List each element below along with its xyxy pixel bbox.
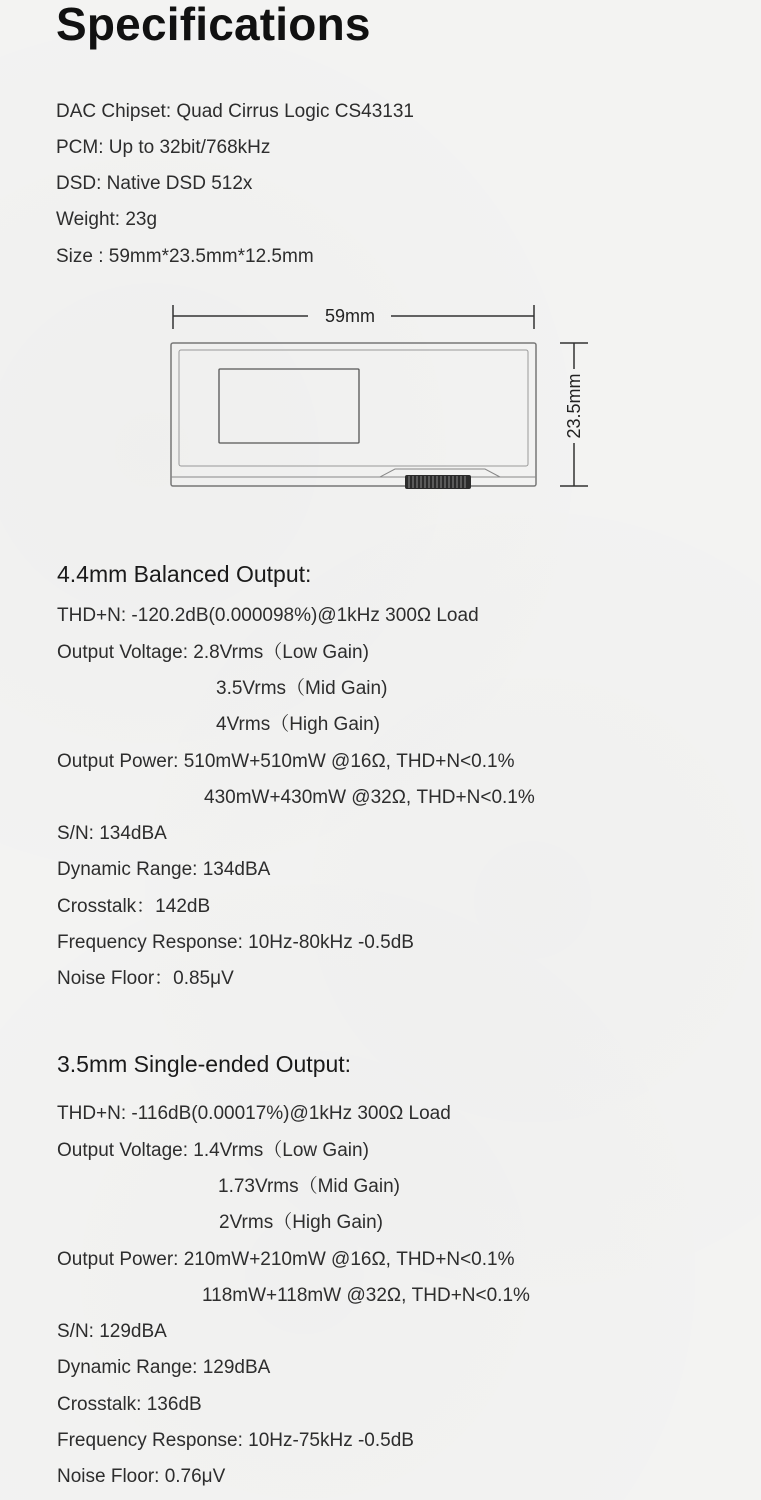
balanced-frequency-response: Frequency Response: 10Hz-80kHz -0.5dB xyxy=(57,932,414,953)
balanced-power-16: Output Power: 510mW+510mW @16Ω, THD+N<0.1% xyxy=(57,751,515,772)
balanced-voltage-low: Output Voltage: 2.8Vrms（Low Gain) xyxy=(57,642,369,663)
spec-dsd: DSD: Native DSD 512x xyxy=(56,173,253,194)
single-ended-thd: THD+N: -116dB(0.00017%)@1kHz 300Ω Load xyxy=(57,1103,451,1124)
balanced-noise-floor: Noise Floor：0.85μV xyxy=(57,968,234,989)
balanced-crosstalk: Crosstalk：142dB xyxy=(57,896,211,917)
device-face-outline xyxy=(179,350,528,466)
device-volume-knob-ridges xyxy=(409,476,465,488)
single-ended-power-16: Output Power: 210mW+210mW @16Ω, THD+N<0.1% xyxy=(57,1249,515,1270)
balanced-power-32: 430mW+430mW @32Ω, THD+N<0.1% xyxy=(204,787,535,808)
spec-pcm: PCM: Up to 32bit/768kHz xyxy=(56,137,271,158)
single-ended-voltage-high: 2Vrms（High Gain) xyxy=(219,1212,384,1233)
device-dimension-diagram xyxy=(165,293,600,498)
balanced-output-heading: 4.4mm Balanced Output: xyxy=(57,561,312,587)
device-body-outline xyxy=(171,343,536,486)
single-ended-noise-floor: Noise Floor: 0.76μV xyxy=(57,1466,226,1487)
spec-weight: Weight: 23g xyxy=(56,209,158,230)
balanced-thd: THD+N: -120.2dB(0.000098%)@1kHz 300Ω Load xyxy=(57,605,479,626)
page-title: Specifications xyxy=(56,0,371,50)
single-ended-power-32: 118mW+118mW @32Ω, THD+N<0.1% xyxy=(202,1285,530,1306)
single-ended-frequency-response: Frequency Response: 10Hz-75kHz -0.5dB xyxy=(57,1430,414,1451)
single-ended-crosstalk: Crosstalk: 136dB xyxy=(57,1394,202,1415)
width-dimension-label: 59mm xyxy=(324,306,375,326)
balanced-dynamic-range: Dynamic Range: 134dBA xyxy=(57,859,271,880)
balanced-voltage-high: 4Vrms（High Gain) xyxy=(216,714,381,735)
single-ended-voltage-low: Output Voltage: 1.4Vrms（Low Gain) xyxy=(57,1140,369,1161)
single-ended-output-heading: 3.5mm Single-ended Output: xyxy=(57,1051,352,1077)
balanced-sn: S/N: 134dBA xyxy=(57,823,167,844)
device-screen-outline xyxy=(219,369,359,443)
spec-size: Size : 59mm*23.5mm*12.5mm xyxy=(56,246,314,267)
single-ended-voltage-mid: 1.73Vrms（Mid Gain) xyxy=(218,1176,400,1197)
single-ended-sn: S/N: 129dBA xyxy=(57,1321,167,1342)
balanced-voltage-mid: 3.5Vrms（Mid Gain) xyxy=(216,678,388,699)
height-dimension-label: 23.5mm xyxy=(564,373,584,439)
single-ended-dynamic-range: Dynamic Range: 129dBA xyxy=(57,1357,271,1378)
spec-dac-chipset: DAC Chipset: Quad Cirrus Logic CS43131 xyxy=(56,101,415,122)
